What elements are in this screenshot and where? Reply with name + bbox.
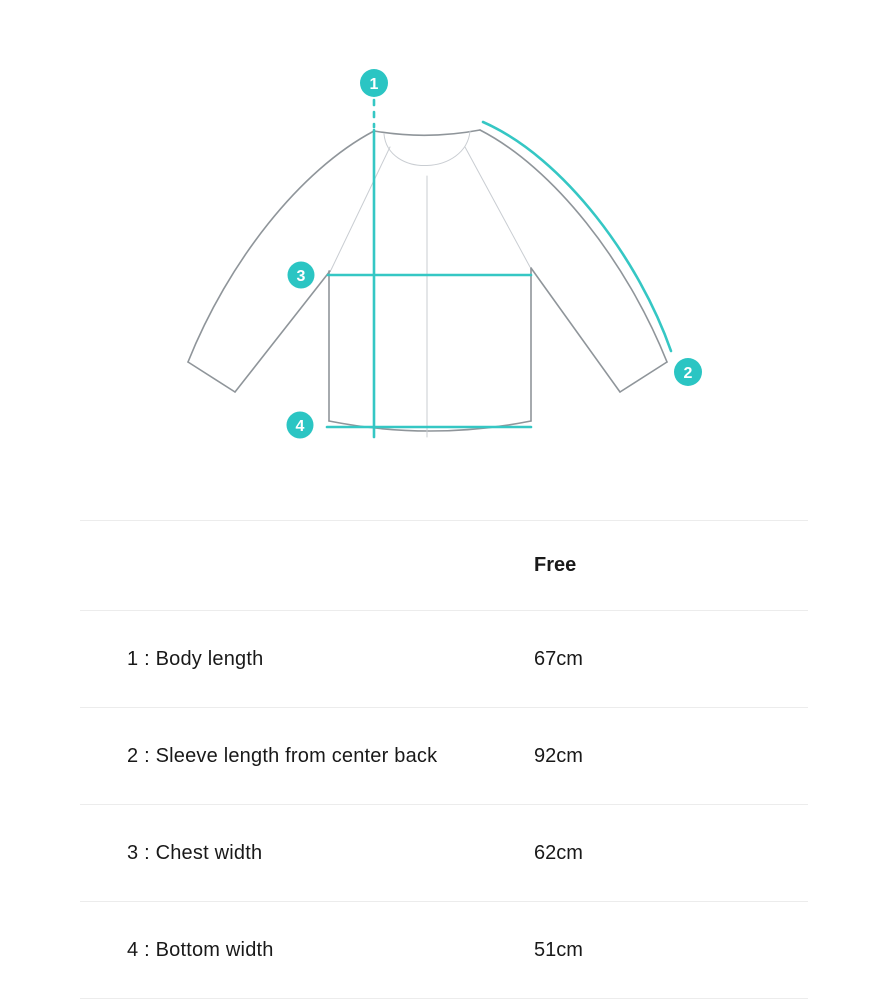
marker-2 xyxy=(674,358,702,386)
measurement-label: 1 : Body length xyxy=(127,647,264,670)
table-row-body-length xyxy=(80,611,808,708)
size-column-header: Free xyxy=(534,554,577,576)
right-raglan-seam xyxy=(465,147,530,267)
table-row-sleeve-length xyxy=(80,708,808,805)
marker-4 xyxy=(287,412,314,439)
measurement-value: 92cm xyxy=(534,744,583,767)
measurement-value: 51cm xyxy=(534,938,583,961)
left-sleeve-outer-edge xyxy=(188,131,374,362)
right-cuff-line xyxy=(620,362,667,392)
size-table xyxy=(80,520,808,999)
neckline xyxy=(384,131,470,166)
measurement-value: 62cm xyxy=(534,841,583,864)
measurement-value: 67cm xyxy=(534,647,583,670)
right-sleeve-inner-edge xyxy=(531,268,620,392)
marker-3-label: 3 xyxy=(296,268,306,285)
measurement-label: 3 : Chest width xyxy=(127,841,263,864)
garment-seams xyxy=(331,131,530,437)
shoulder-top-line xyxy=(374,130,480,135)
measurement-label: 4 : Bottom width xyxy=(127,938,274,961)
table-row-chest-width xyxy=(80,805,808,902)
marker-1-label: 1 xyxy=(369,76,379,93)
table-row-bottom-width xyxy=(80,902,808,999)
left-cuff-line xyxy=(188,362,235,392)
marker-3 xyxy=(288,262,315,289)
marker-1 xyxy=(360,69,388,97)
size-table-header-row xyxy=(80,520,808,611)
left-sleeve-inner-edge xyxy=(235,271,330,392)
marker-2-label: 2 xyxy=(683,365,693,382)
left-raglan-seam xyxy=(331,147,390,270)
marker-4-label: 4 xyxy=(295,418,305,435)
sleeve-length-curve xyxy=(483,122,671,351)
measurement-label: 2 : Sleeve length from center back xyxy=(127,744,438,767)
